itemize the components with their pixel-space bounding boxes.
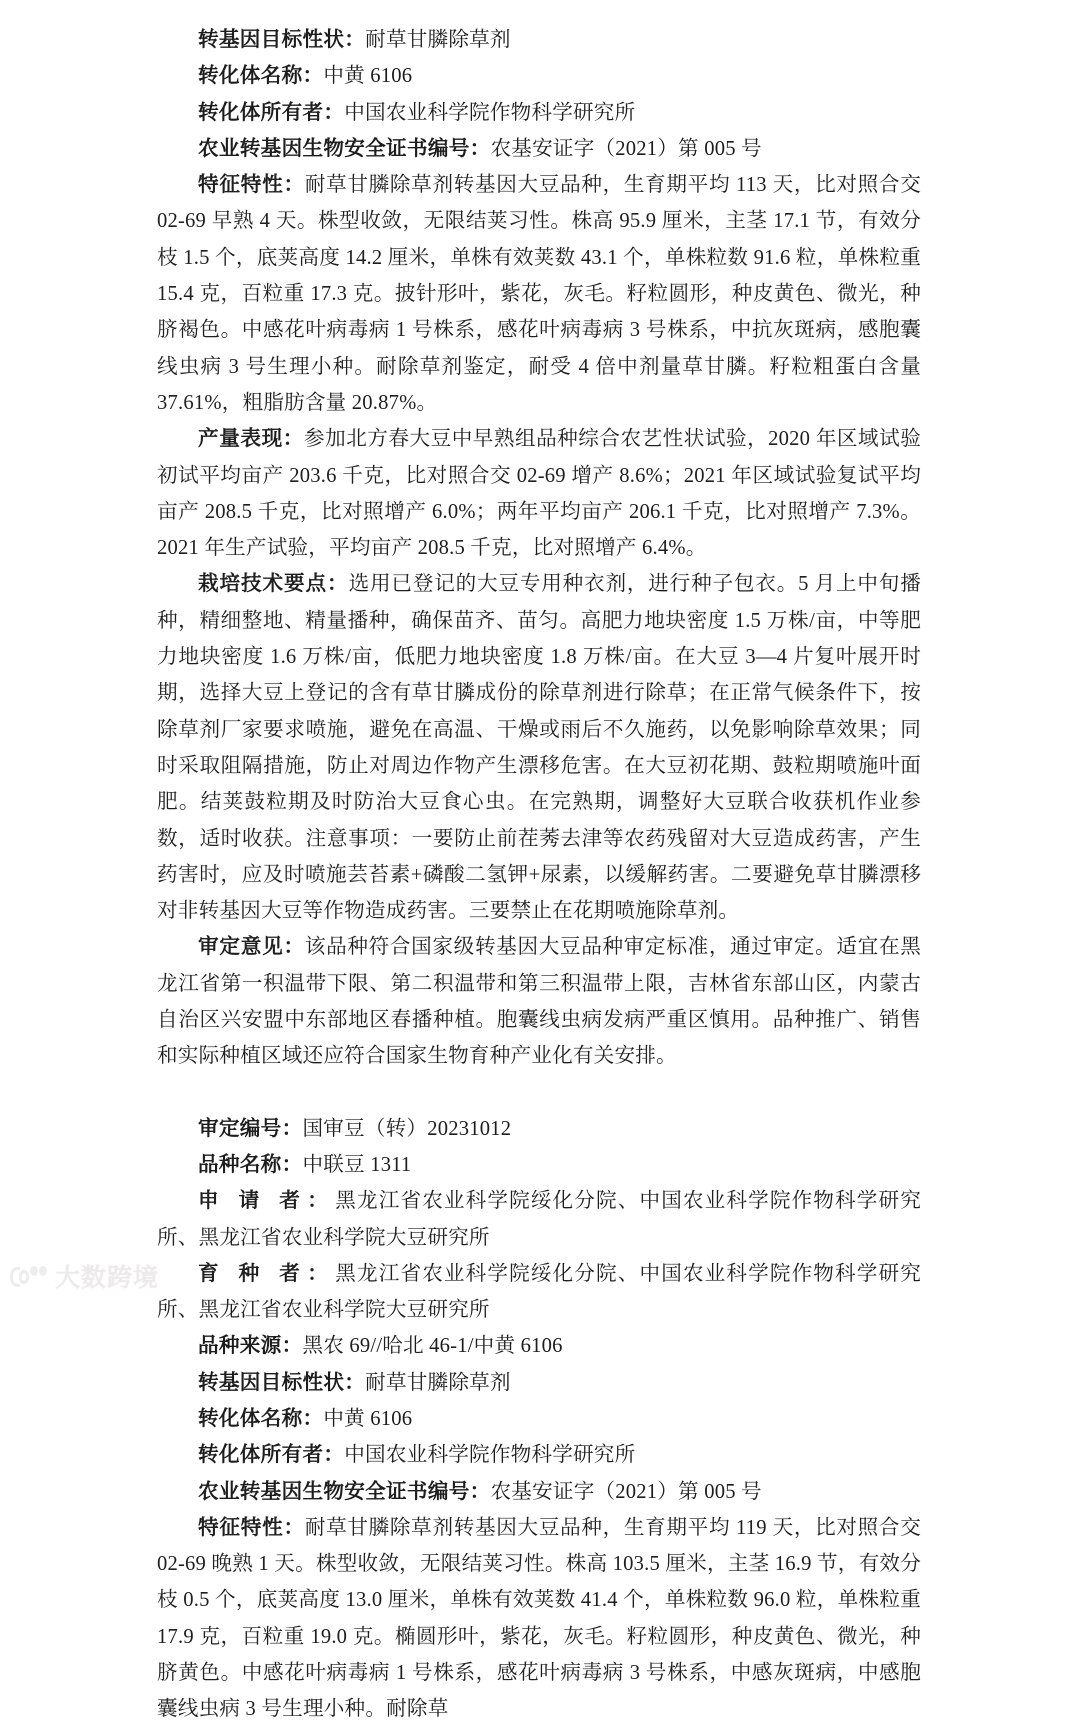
field-value: 耐草甘膦除草剂: [365, 1371, 511, 1394]
field-value: 中国农业科学院作物科学研究所: [344, 101, 636, 124]
field-row: [157, 1111, 921, 1147]
field-label: 转基因目标性状：: [198, 1371, 366, 1394]
paragraph-yield: [157, 421, 921, 566]
paragraph-label: 栽培技术要点：: [198, 573, 349, 596]
paragraph-text: 该品种符合国家级转基因大豆品种审定标准，通过审定。适宜在黑龙江省第一积温带下限、第二积温带和第三积温带上限，吉林省东部山区，内蒙古自治区兴安盟中东部地区春播种植。胞囊线虫病发病严重区慎用。品种推广、销售和实际种植区域还应符合国家生物育种产业化有关安排。: [157, 936, 922, 1068]
paragraph-label: 审定意见：: [198, 936, 305, 959]
variety-entry-one: [157, 22, 921, 1075]
paragraph-review-opinion: [157, 929, 921, 1074]
field-value: 中联豆 1311: [302, 1153, 412, 1176]
field-label: 育 种 者：: [198, 1262, 336, 1285]
field-label: 农业转基因生物安全证书编号：: [198, 1480, 491, 1503]
paragraph-cultivation: [157, 566, 921, 929]
field-value: 农基安证字（2021）第 005 号: [490, 137, 762, 160]
field-value: 农基安证字（2021）第 005 号: [490, 1480, 762, 1503]
watermark-text: 大数跨境: [55, 1262, 160, 1292]
field-breeder: [157, 1256, 921, 1329]
field-label: 转化体名称：: [198, 65, 324, 88]
bracket-dots-logo-icon: [8, 1263, 48, 1291]
field-row: [157, 58, 921, 94]
field-value: 国审豆（转）20231012: [302, 1117, 512, 1140]
paragraph-text: 耐草甘膦除草剂转基因大豆品种，生育期平均 113 天，比对照合交 02-69 早熟 4 天。株型收敛，无限结荚习性。株高 95.9 厘米，主茎 17.1 节，有效分枝 1.5 个，底荚高度 14.2 厘米，单株有效荚数 43.1 个，单株粒数 91.6 粒，单株粒重 15.4 克，百粒重 17.3 克。披针形叶，紫花，灰毛。籽粒圆形，种皮黄色、微光，种脐褐色。中感花叶病毒病 1 号株系，感花叶病毒病 3 号株系，中抗灰斑病，感胞囊线虫病 3 号生理小种。耐除草剂鉴定，耐受 4 倍中剂量草甘膦。籽粒粗蛋白含量 37.61%，粗脂肪含量 20.87%。: [157, 174, 921, 414]
document-page: [157, 22, 921, 1728]
field-row: [157, 1437, 921, 1473]
field-row: [157, 131, 921, 167]
field-label: 审定编号：: [198, 1117, 303, 1140]
field-label: 转化体所有者：: [198, 101, 345, 124]
field-row: [157, 1474, 921, 1510]
field-value: 黑农 69//哈北 46-1/中黄 6106: [302, 1335, 563, 1358]
paragraph-label: 特征特性：: [198, 1516, 305, 1539]
field-label: 品种名称：: [198, 1153, 303, 1176]
field-value: 中黄 6106: [323, 1407, 413, 1430]
field-row: [157, 1365, 921, 1401]
field-label: 转化体名称：: [198, 1407, 324, 1430]
variety-entry-two: [157, 1111, 921, 1728]
paragraph-characteristics: [157, 1510, 921, 1728]
field-row: [157, 22, 921, 58]
field-label: 转化体所有者：: [198, 1444, 345, 1467]
field-label: 品种来源：: [198, 1335, 303, 1358]
section-separator: [157, 1075, 921, 1111]
paragraph-characteristics: [157, 167, 921, 421]
paragraph-text: 选用已登记的大豆专用种衣剂，进行种子包衣。5 月上中旬播种，精细整地、精量播种，确保苗齐、苗匀。高肥力地块密度 1.5 万株/亩，中等肥力地块密度 1.6 万株/亩，低肥力地块密度 1.8 万株/亩。在大豆 3—4 片复叶展开时期，选择大豆上登记的含有草甘膦成份的除草剂进行除草；在正常气候条件下，按除草剂厂家要求喷施，避免在高温、干燥或雨后不久施药，以免影响除草效果；同时采取阻隔措施，防止对周边作物产生漂移危害。在大豆初花期、鼓粒期喷施叶面肥。结荚鼓粒期及时防治大豆食心虫。在完熟期，调整好大豆联合收获机作业参数，适时收获。注意事项：一要防止前茬莠去津等农药残留对大豆造成药害，产生药害时，应及时喷施芸苔素+磷酸二氢钾+尿素，以缓解药害。二要避免草甘膦漂移对非转基因大豆等作物造成药害。三要禁止在花期喷施除草剂。: [157, 573, 921, 923]
field-label: 农业转基因生物安全证书编号：: [198, 137, 491, 160]
field-value: 黑龙江省农业科学院绥化分院、中国农业科学院作物科学研究所、黑龙江省农业科学院大豆研究所: [157, 1262, 921, 1322]
paragraph-text: 参加北方春大豆中早熟组品种综合农艺性状试验，2020 年区域试验初试平均亩产 203.6 千克，比对照合交 02-69 增产 8.6%；2021 年区域试验复试平均亩产 208.5 千克，比对照增产 6.0%；两年平均亩产 206.1 千克，比对照增产 7.3%。2021 年生产试验，平均亩产 208.5 千克，比对照增产 6.4%。: [157, 428, 922, 560]
field-value: 耐草甘膦除草剂: [365, 29, 511, 51]
field-row: [157, 95, 921, 131]
field-value: 中黄 6106: [323, 65, 413, 88]
field-applicant: [157, 1183, 921, 1256]
field-label: 申 请 者：: [198, 1190, 336, 1213]
field-value: 中国农业科学院作物科学研究所: [344, 1444, 636, 1467]
field-row: [157, 1401, 921, 1437]
paragraph-label: 产量表现：: [198, 428, 304, 451]
field-label: 转基因目标性状：: [198, 29, 366, 51]
paragraph-label: 特征特性：: [198, 174, 305, 197]
field-row: [157, 1147, 921, 1183]
watermark: [8, 1263, 159, 1291]
field-value: 黑龙江省农业科学院绥化分院、中国农业科学院作物科学研究所、黑龙江省农业科学院大豆研究所: [157, 1190, 921, 1249]
paragraph-text: 耐草甘膦除草剂转基因大豆品种，生育期平均 119 天，比对照合交 02-69 晚熟 1 天。株型收敛，无限结荚习性。株高 103.5 厘米，主茎 16.9 节，有效分枝 0.5 个，底荚高度 13.0 厘米，单株有效荚数 41.4 个，单株粒数 96.0 粒，单株粒重 17.9 克，百粒重 19.0 克。椭圆形叶，紫花，灰毛。籽粒圆形，种皮黄色、微光，种脐黄色。中感花叶病毒病 1 号株系，感花叶病毒病 3 号株系，中感灰斑病，中感胞囊线虫病 3 号生理小种。耐除草: [157, 1516, 921, 1721]
field-row: [157, 1328, 921, 1364]
